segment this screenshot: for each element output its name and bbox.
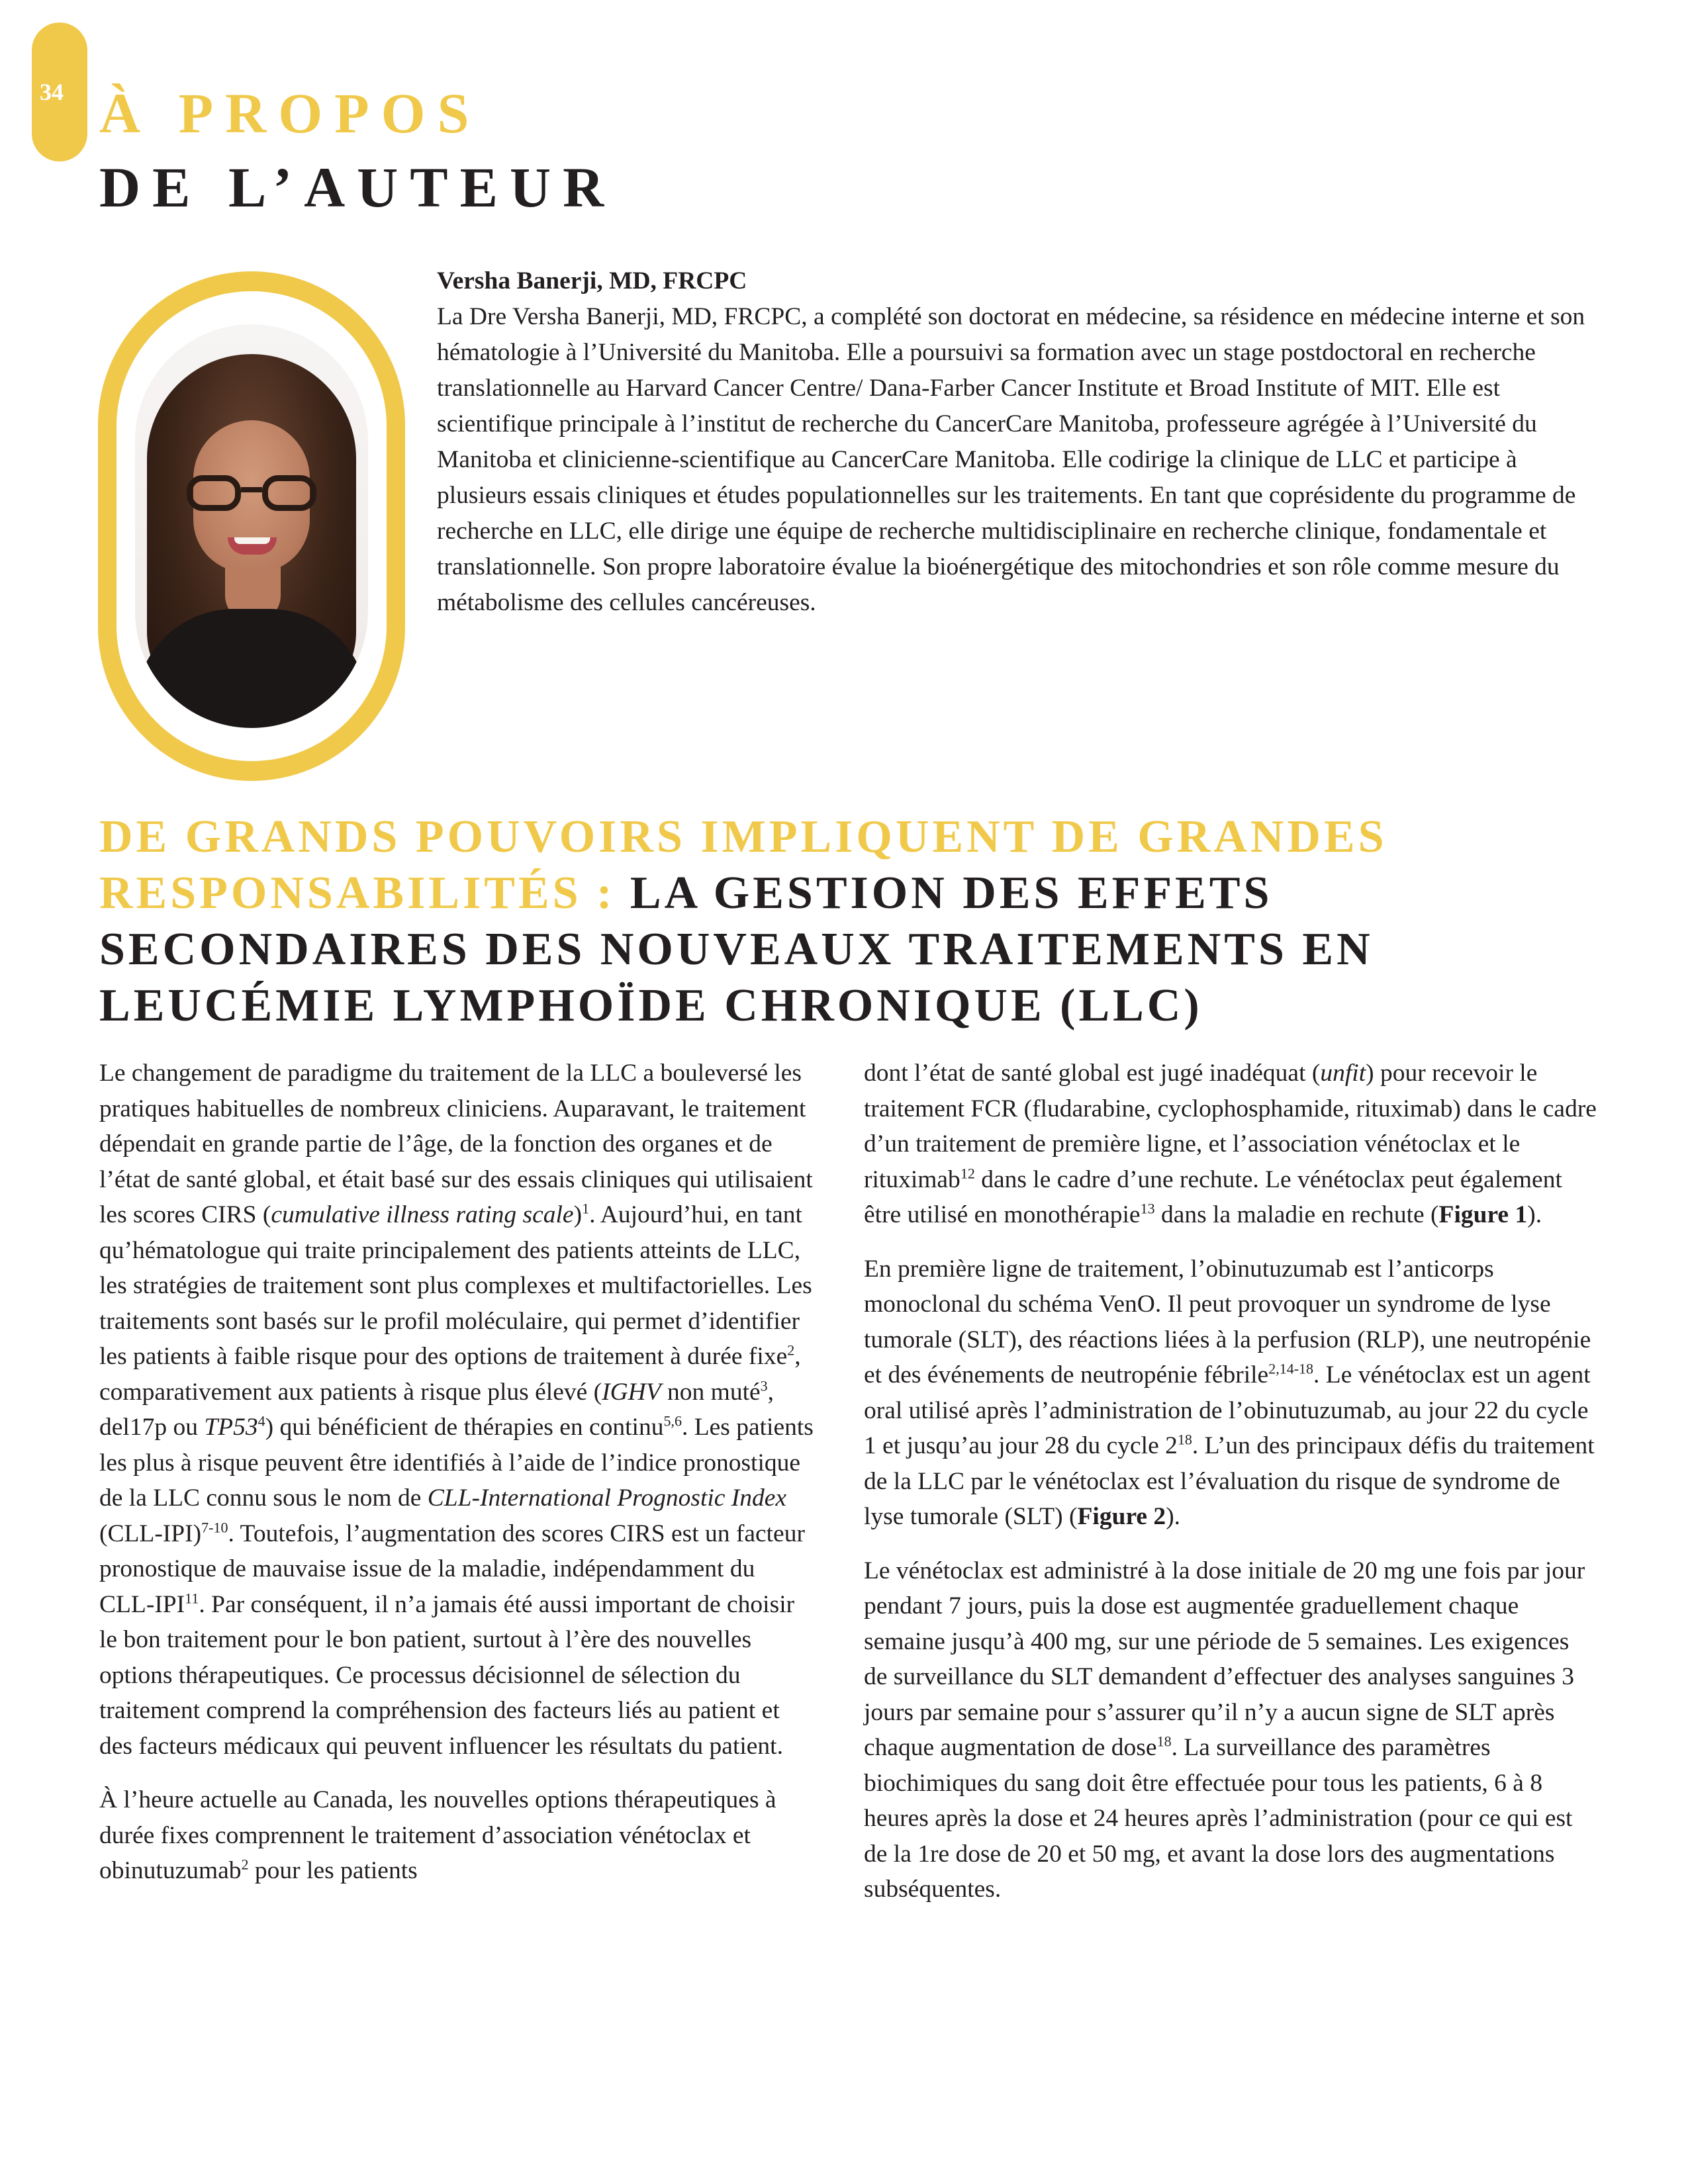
author-bio: La Dre Versha Banerji, MD, FRCPC, a complété son doctorat en médecine, sa résidence en médecine interne et son hématologie à l’Université du Manitoba. Elle a poursuivi sa formation avec un stage postdoctoral en recherche translationnelle au Harvard Cancer Centre/ Dana-Farber Cancer Institute et Broad Institute of MIT. Elle est scientifique principale à l’institut de recherche du CancerCare Manitoba, professeure agrégée à l’Université du Manitoba et clinicienne-scientifique au CancerCare Manitoba. Elle codirige la clinique de LLC et participe à plusieurs essais cliniques et études populationnelles sur les traitements. En tant que coprésidente du programme de recherche en LLC, elle dirige une équipe de recherche multidisciplinaire en recherche clinique, fondamentale et translationnelle. Son propre laboratoire évalue la bioénergétique des mitochondries et son rôle comme mesure du métabolisme des cellules cancéreuses. xyxy=(437,303,1585,616)
paragraph: dont l’état de santé global est jugé inadéquat (unfit) pour recevoir le traitement FCR (fludarabine, cyclophosphamide, rituximab) dans le cadre d’un traitement de première ligne, et l’association vénétoclax et le rituximab$^{12}$ dans le cadre d’une rechute. Le vénétoclax peut également être utilisé en monothérapie$^{13}$ dans la maladie en rechute (Figure 1). xyxy=(864,1060,1597,1228)
article-column-left xyxy=(99,1056,814,1907)
page-number: 34 xyxy=(40,79,64,105)
paragraph: Le changement de paradigme du traitement de la LLC a bouleversé les pratiques habituelles de nombreux cliniciens. Auparavant, le traitement dépendait en grande partie de l’âge, de la fonction des organes et de l’état de santé global, et était basé sur des essais cliniques qui utilisaient les scores CIRS (cumulative illness rating scale)$^1$. Aujourd’hui, en tant qu’hématologue qui traite principalement des patients atteints de LLC, les stratégies de traitement sont plus complexes et multifactorielles. Les traitements sont basés sur le profil moléculaire, qui permet d’identifier les patients à faible risque pour des options de traitement à durée fixe$^2$, comparativement aux patients à risque plus élevé (IGHV non muté$^3$, del17p ou $TP53^4$) qui bénéficient de thérapies en continu$^{5,6}$. Les patients les plus à risque peuvent être identifiés à l’aide de l’indice pronostique de la LLC connu sous le nom de CLL-International Prognostic Index $(CLL-IPI)^{7-10}$. Toutefois, l’augmentation des scores CIRS est un facteur pronostique de mauvaise issue de la maladie, indépendamment du CLL-IPI$^{11}$. Par conséquent, il n’a jamais été aussi important de choisir le bon traitement pour le bon patient, surtout à l’ère des nouvelles options thérapeutiques. Ce processus décisionnel de sélection du traitement comprend la compréhension des facteurs liés au patient et des facteurs médicaux qui peuvent influencer les résultats du patient. xyxy=(99,1060,814,1760)
author-portrait xyxy=(117,291,387,761)
figure-ref: Figure 2 xyxy=(1077,1503,1166,1530)
article-title-gold: DE GRANDS POUVOIRS IMPLIQUENT DE GRANDES RESPONSABILITÉS : xyxy=(99,811,1387,919)
author-bio-block xyxy=(437,263,1602,621)
section-title-line2: DE L’AUTEUR xyxy=(99,156,616,219)
photo-teeth xyxy=(234,537,270,544)
author-name: Versha Banerji, MD, FRCPC xyxy=(437,267,747,295)
author-photo xyxy=(135,324,368,728)
section-title-line1: À PROPOS xyxy=(99,81,481,145)
paragraph: Le vénétoclax est administré à la dose initiale de 20 mg une fois par jour pendant 7 jours, puis la dose est augmentée graduellement chaque semaine jusqu’à 400 mg, sur une période de 5 semaines. Les exigences de surveillance du SLT demandent d’effectuer des analyses sanguines 3 jours par semaine pour s’assurer qu’il n’y a aucun signe de SLT après chaque augmentation de dose$^{18}$. La surveillance des paramètres biochimiques du sang doit être effectuée pour tous les patients, 6 à 8 heures après la dose et 24 heures après l’administration (pour ce qui est de la 1re dose de 20 et 50 mg, et avant la dose lors des augmentations subséquentes. xyxy=(864,1557,1585,1903)
paragraph: À l’heure actuelle au Canada, les nouvelles options thérapeutiques à durée fixes comprennent le traitement d’association vénétoclax et obinutuzumab$^2$ pour les patients xyxy=(99,1786,776,1884)
article-column-right xyxy=(864,1056,1599,1926)
paragraph: En première ligne de traitement, l’obinutuzumab est l’anticorps monoclonal du schéma VenO. Il peut provoquer un syndrome de lyse tumorale (SLT), des réactions liées à la perfusion (RLP), une neutropénie et des événements de neutropénie fébrile$^{2,14-18}$. Le vénétoclax est un agent oral utilisé après l’administration de l’obinutuzumab, au jour 22 du cycle 1 et jusqu’au jour 28 du cycle $2^{18}$. L’un des principaux défis du traitement de la LLC par le vénétoclax est l’évaluation du risque de syndrome de lyse tumorale (SLT) (Figure 2). xyxy=(864,1255,1595,1530)
article-title xyxy=(99,809,1622,1034)
article-title-dark: LA GESTION DES EFFETS SECONDAIRES DES NOUVEAUX TRAITEMENTS EN LEUCÉMIE LYMPHOÏDE CHRONIQUE (LLC) xyxy=(99,868,1374,1031)
glasses-icon xyxy=(187,475,316,511)
figure-ref: Figure 1 xyxy=(1438,1201,1528,1228)
